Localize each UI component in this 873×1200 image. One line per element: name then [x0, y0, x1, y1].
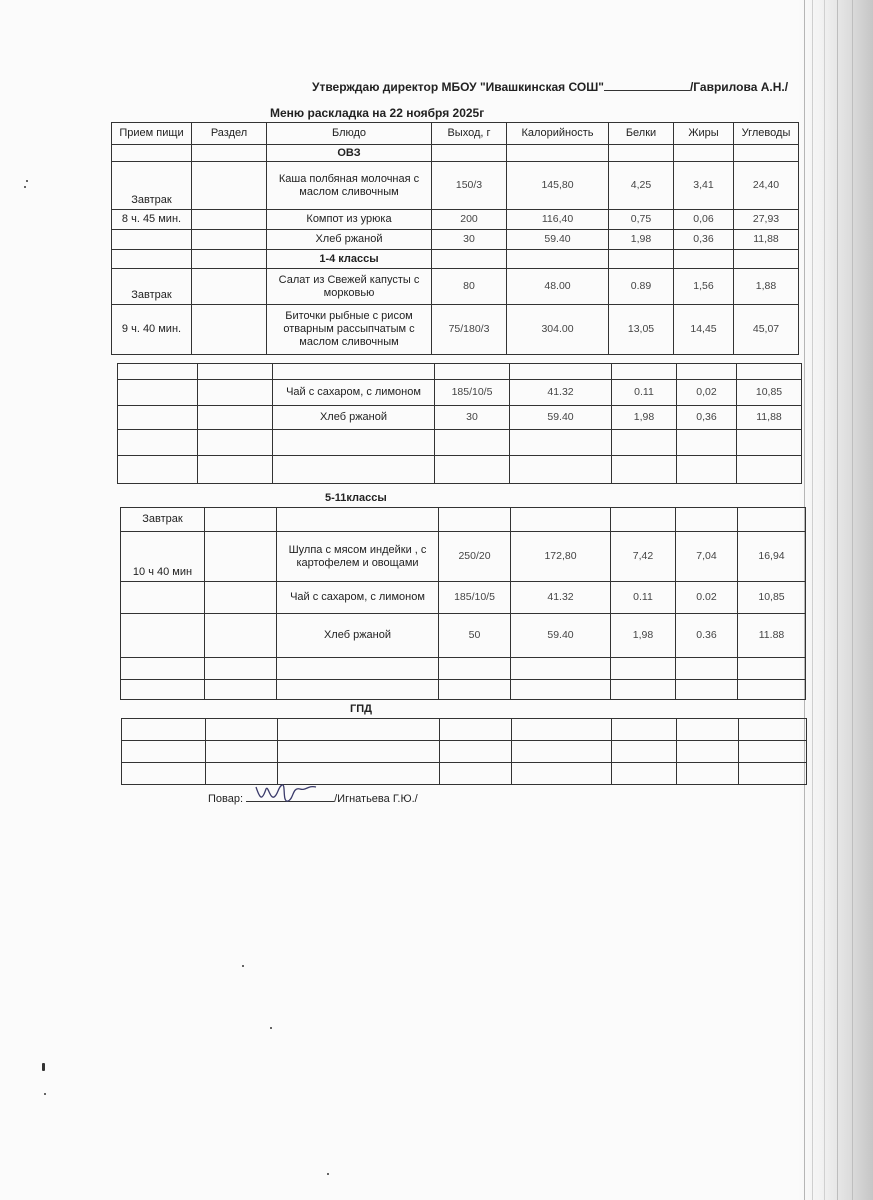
signature-mark	[252, 781, 322, 805]
menu-table-gpd	[121, 718, 807, 785]
approve-text: Утверждаю директор МБОУ "Ивашкинская СОШ"	[312, 80, 604, 94]
signature-blank	[604, 80, 690, 91]
col-yield: Выход, г	[432, 123, 507, 145]
meal-label: Завтрак	[121, 508, 205, 532]
fat-value: 14,45	[674, 305, 734, 355]
kcal-value: 59.40	[507, 230, 609, 250]
fat-value: 0.02	[676, 582, 738, 614]
cook-name: /Игнатьева Г.Ю./	[334, 793, 418, 805]
section-label-gpd: ГПД	[350, 703, 372, 715]
table-row	[118, 380, 802, 406]
yield-value: 150/3	[432, 162, 507, 210]
carbs-value: 24,40	[734, 162, 799, 210]
menu-table-1-4-continued	[117, 363, 802, 484]
carbs-value: 11,88	[734, 230, 799, 250]
table-row	[112, 230, 799, 250]
table-row	[118, 406, 802, 430]
carbs-value: 16,94	[738, 532, 806, 582]
yield-value: 75/180/3	[432, 305, 507, 355]
table-row	[121, 582, 806, 614]
carbs-value: 45,07	[734, 305, 799, 355]
empty-row	[118, 430, 802, 456]
dish-name: Салат из Свежей капусты с морковью	[267, 269, 432, 305]
dish-name: Хлеб ржаной	[267, 230, 432, 250]
kcal-value: 59.40	[511, 614, 611, 658]
table-row	[112, 305, 799, 355]
scan-line	[837, 0, 838, 1200]
yield-value: 50	[439, 614, 511, 658]
section-label-5-11: 5-11классы	[325, 492, 387, 504]
yield-value: 80	[432, 269, 507, 305]
cook-signature-line	[208, 789, 418, 805]
section-label-ovz: ОВЗ	[267, 145, 432, 162]
kcal-value: 59.40	[510, 406, 612, 430]
dish-name: Чай с сахаром, с лимоном	[277, 582, 439, 614]
fat-value: 1,56	[674, 269, 734, 305]
table-row	[121, 614, 806, 658]
scan-speck	[42, 1063, 45, 1071]
fat-value: 0,36	[677, 406, 737, 430]
scan-speck	[26, 180, 28, 182]
scan-speck	[242, 965, 244, 967]
meal-label: Завтрак	[112, 162, 192, 210]
dish-name: Компот из урюка	[267, 210, 432, 230]
empty-row	[121, 680, 806, 700]
dish-name: Биточки рыбные с рисом отварным рассыпчатым с маслом сливочным	[267, 305, 432, 355]
yield-value: 185/10/5	[439, 582, 511, 614]
dish-name: Шулпа с мясом индейки , с картофелем и овощами	[277, 532, 439, 582]
meal-time: 8 ч. 45 мин.	[112, 210, 192, 230]
col-protein: Белки	[609, 123, 674, 145]
col-fat: Жиры	[674, 123, 734, 145]
kcal-value: 48.00	[507, 269, 609, 305]
protein-value: 4,25	[609, 162, 674, 210]
col-carbs: Углеводы	[734, 123, 799, 145]
empty-row	[118, 456, 802, 484]
protein-value: 1,98	[612, 406, 677, 430]
section-label-1-4: 1-4 классы	[267, 250, 432, 269]
dish-name: Каша полбяная молочная с маслом сливочным	[267, 162, 432, 210]
carbs-value: 11,88	[737, 406, 802, 430]
dish-name: Хлеб ржаной	[277, 614, 439, 658]
approval-header	[312, 80, 788, 94]
scan-speck	[327, 1173, 329, 1175]
fat-value: 3,41	[674, 162, 734, 210]
scan-shadow	[798, 0, 873, 1200]
empty-row	[121, 658, 806, 680]
kcal-value: 145,80	[507, 162, 609, 210]
carbs-value: 11.88	[738, 614, 806, 658]
approve-name: /Гаврилова А.Н./	[689, 80, 789, 94]
table-row	[121, 508, 806, 532]
fat-value: 7,04	[676, 532, 738, 582]
scan-speck	[270, 1027, 272, 1029]
col-kcal: Калорийность	[507, 123, 609, 145]
scan-line	[852, 0, 853, 1200]
col-section: Раздел	[192, 123, 267, 145]
dish-name: Чай с сахаром, с лимоном	[273, 380, 435, 406]
meal-time: 9 ч. 40 мин.	[112, 305, 192, 355]
carbs-value: 10,85	[738, 582, 806, 614]
table-row	[121, 532, 806, 582]
table-header-row	[112, 123, 799, 145]
menu-title: Меню раскладка на 22 ноября 2025г	[270, 106, 485, 120]
section-row-1-4	[112, 250, 799, 269]
table-row	[112, 269, 799, 305]
protein-value: 0.89	[609, 269, 674, 305]
protein-value: 0.11	[612, 380, 677, 406]
menu-table-main	[111, 122, 799, 355]
empty-row	[118, 364, 802, 380]
carbs-value: 1,88	[734, 269, 799, 305]
protein-value: 13,05	[609, 305, 674, 355]
protein-value: 0,75	[609, 210, 674, 230]
yield-value: 200	[432, 210, 507, 230]
carbs-value: 10,85	[737, 380, 802, 406]
empty-row	[122, 741, 807, 763]
kcal-value: 116,40	[507, 210, 609, 230]
signature	[246, 789, 334, 802]
scan-speck	[44, 1093, 46, 1095]
fat-value: 0.36	[676, 614, 738, 658]
section-row-ovz	[112, 145, 799, 162]
col-dish: Блюдо	[267, 123, 432, 145]
empty-row	[122, 763, 807, 785]
kcal-value: 41.32	[511, 582, 611, 614]
yield-value: 30	[435, 406, 510, 430]
fat-value: 0,36	[674, 230, 734, 250]
meal-label: Завтрак	[112, 269, 192, 305]
carbs-value: 27,93	[734, 210, 799, 230]
scan-line	[824, 0, 825, 1200]
empty-row	[122, 719, 807, 741]
scan-speck	[24, 186, 26, 188]
protein-value: 7,42	[611, 532, 676, 582]
menu-table-5-11	[120, 507, 806, 700]
yield-value: 185/10/5	[435, 380, 510, 406]
col-meal: Прием пищи	[112, 123, 192, 145]
kcal-value: 304.00	[507, 305, 609, 355]
protein-value: 0.11	[611, 582, 676, 614]
protein-value: 1,98	[611, 614, 676, 658]
yield-value: 30	[432, 230, 507, 250]
kcal-value: 41.32	[510, 380, 612, 406]
fat-value: 0,06	[674, 210, 734, 230]
cook-label: Повар:	[208, 793, 244, 805]
yield-value: 250/20	[439, 532, 511, 582]
kcal-value: 172,80	[511, 532, 611, 582]
scan-line	[812, 0, 813, 1200]
meal-time: 10 ч 40 мин	[121, 532, 205, 582]
dish-name: Хлеб ржаной	[273, 406, 435, 430]
protein-value: 1,98	[609, 230, 674, 250]
fat-value: 0,02	[677, 380, 737, 406]
table-row	[112, 162, 799, 210]
table-row	[112, 210, 799, 230]
